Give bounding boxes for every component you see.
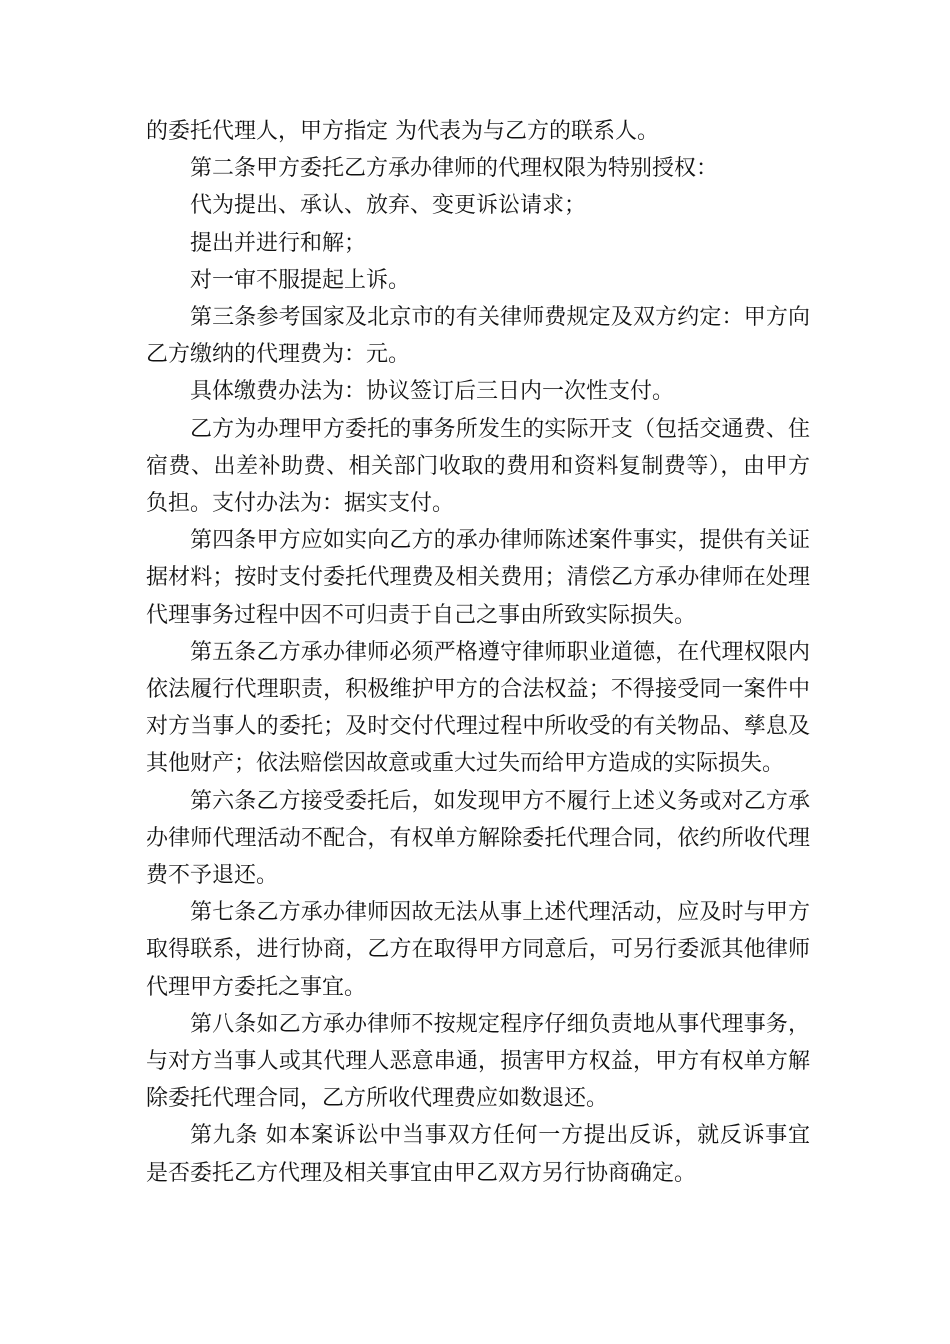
paragraph-expenses: 乙方为办理甲方委托的事务所发生的实际开支（包括交通费、住宿费、出差补助费、相关部门收取的费用和资料复制费等），由甲方负担。支付办法为：据实支付。 [146,416,810,517]
paragraph-authority-2: 提出并进行和解； [190,230,367,256]
paragraph-article-7: 第七条乙方承办律师因故无法从事上述代理活动，应及时与甲方取得联系，进行协商，乙方在取得甲方同意后，可另行委派其他律师代理甲方委托之事宜。 [146,900,810,1000]
contract-body [146,113,810,1192]
paragraph-authority-1: 代为提出、承认、放弃、变更诉讼请求； [190,193,587,219]
paragraph-authority-3: 对一审不服提起上诉。 [190,267,411,293]
paragraph-article-6: 第六条乙方接受委托后，如发现甲方不履行上述义务或对乙方承办律师代理活动不配合，有权单方解除委托代理合同，依约所收代理费不予退还。 [146,788,810,889]
paragraph-article-3: 第三条参考国家及北京市的有关律师费规定及双方约定：甲方向乙方缴纳的代理费为：元。 [146,305,810,368]
paragraph-payment-method: 具体缴费办法为：协议签订后三日内一次性支付。 [190,379,675,405]
paragraph-article-2: 第二条甲方委托乙方承办律师的代理权限为特别授权： [190,156,719,182]
paragraph-article-5: 第五条乙方承办律师必须严格遵守律师职业道德，在代理权限内依法履行代理职责，积极维护甲方的合法权益；不得接受同一案件中对方当事人的委托；及时交付代理过程中所收受的有关物品、孳息及其他财产；依法赔偿因故意或重大过失而给甲方造成的实际损失。 [146,639,810,777]
paragraph-article-8: 第八条如乙方承办律师不按规定程序仔细负责地从事代理事务，与对方当事人或其代理人恶意串通，损害甲方权益，甲方有权单方解除委托代理合同，乙方所收代理费应如数退还。 [146,1011,810,1112]
paragraph-article-4: 第四条甲方应如实向乙方的承办律师陈述案件事实，提供有关证据材料；按时支付委托代理费及相关费用；清偿乙方承办律师在处理代理事务过程中因不可归责于自己之事由所致实际损失。 [146,528,810,628]
paragraph-article-9: 第九条 如本案诉讼中当事双方任何一方提出反诉，就反诉事宜是否委托乙方代理及相关事宜由甲乙双方另行协商确定。 [146,1123,810,1186]
paragraph-continuation: 的委托代理人，甲方指定 为代表为与乙方的联系人。 [146,119,659,144]
